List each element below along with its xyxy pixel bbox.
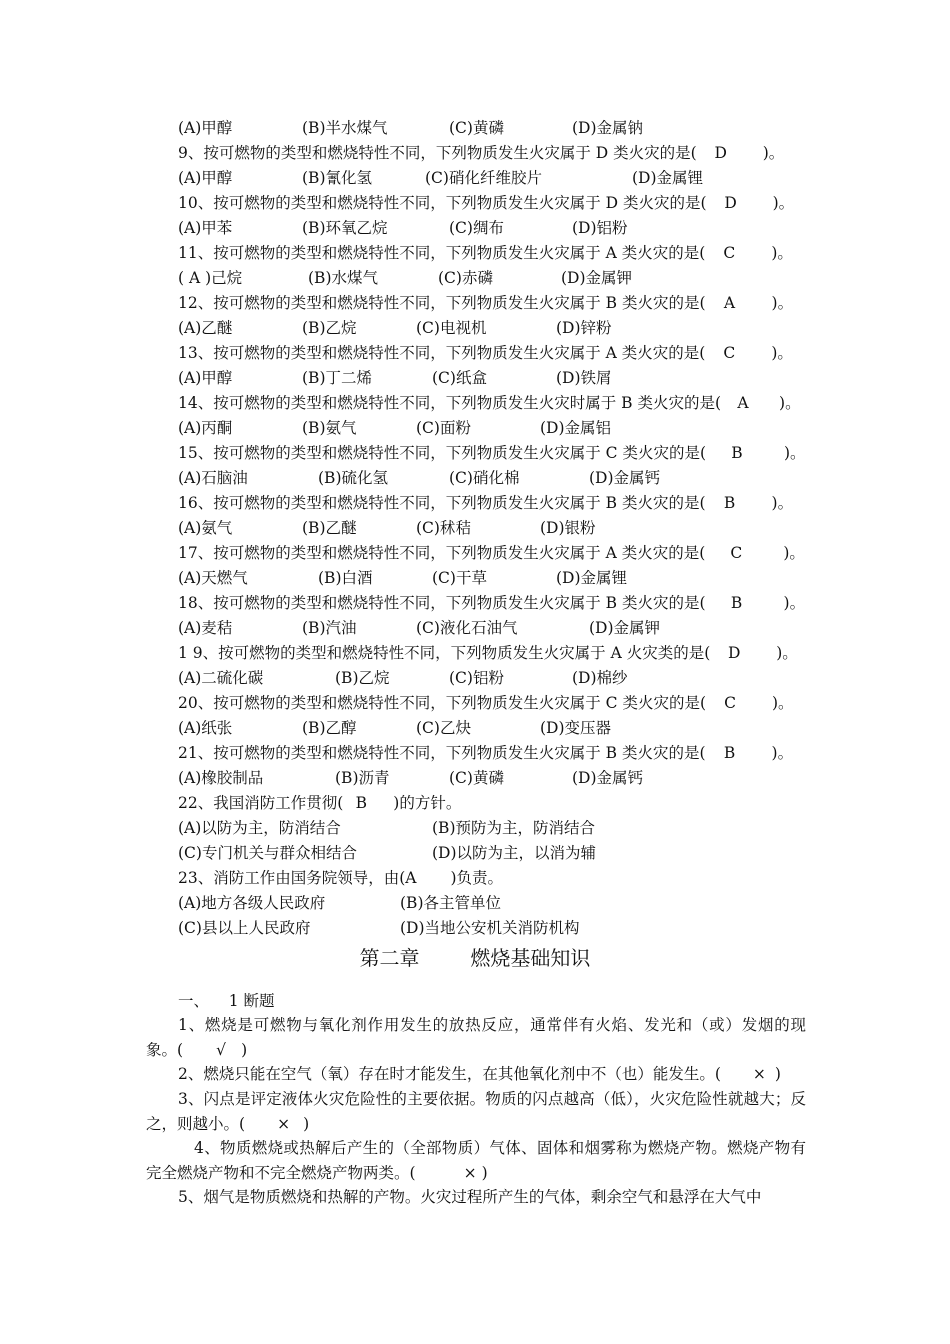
- option-d: (D)当地公安机关消防机构: [400, 919, 580, 937]
- option-a: (A)甲醇: [178, 119, 233, 137]
- question-stem: [178, 243, 793, 263]
- stem-tail: )。: [772, 694, 794, 712]
- option-d: (D)金属钾: [561, 269, 633, 287]
- option-b: (B)乙烷: [335, 669, 390, 687]
- question-stem: [178, 743, 793, 763]
- stem-text: 16、按可燃物的类型和燃烧特性不同，下列物质发生火灾属于 B 类火灾的是(: [178, 494, 706, 512]
- option-a: (A)天燃气: [178, 569, 248, 587]
- option-a: (A)橡胶制品: [178, 769, 264, 787]
- option-b: (B)乙烷: [302, 319, 357, 337]
- judgment-tail: ): [241, 1040, 248, 1059]
- judgment-item: [146, 1062, 816, 1087]
- option-b: (B)汽油: [302, 619, 357, 637]
- judgment-text: 2、燃烧只能在空气（氧）存在时才能发生，在其他氧化剂中不（也）能发生。(: [178, 1065, 721, 1083]
- option-d: (D)铝粉: [572, 219, 628, 237]
- answer: A: [723, 294, 736, 312]
- question-stem: [178, 343, 793, 363]
- stem-text: 23、消防工作由国务院领导，由(A: [178, 869, 417, 887]
- judgment-tail: ): [774, 1065, 781, 1083]
- section-heading: 一、 1 断题: [178, 992, 275, 1010]
- stem-tail: )。: [772, 194, 795, 212]
- option-a: (A)甲苯: [178, 219, 233, 237]
- judgment-mark: √: [216, 1040, 226, 1059]
- option-a: (A)氨气: [178, 519, 233, 537]
- question-stem: [178, 293, 793, 313]
- question-stem: [178, 868, 503, 888]
- question-stem: [178, 493, 793, 513]
- option-a: ( A )己烷: [178, 269, 243, 287]
- stem-text: 10、按可燃物的类型和燃烧特性不同，下列物质发生火灾属于 D 类火灾的是(: [178, 194, 707, 212]
- option-d: (D)金属钠: [572, 119, 644, 137]
- judgment-text: 3、闪点是评定液体火灾危险性的主要依据。物质的闪点越高（低），火灾危险性就越大；反之，则越小。(: [146, 1090, 806, 1133]
- stem-text: 15、按可燃物的类型和燃烧特性不同，下列物质发生火灾属于 C 类火灾的是(: [178, 444, 706, 462]
- stem-text: 9、按可燃物的类型和燃烧特性不同，下列物质发生火灾属于 D 类火灾的是(: [178, 144, 697, 162]
- option-c: (C)干草: [432, 569, 487, 587]
- stem-tail: )。: [779, 394, 801, 412]
- option-a: (A)地方各级人民政府: [178, 894, 326, 912]
- question-stem: [178, 693, 794, 713]
- option-d: (D)变压器: [540, 719, 612, 737]
- judgment-tail: ): [303, 1114, 310, 1133]
- question-stem: [178, 443, 806, 463]
- option-c: (C)硝化纤维胶片: [425, 169, 542, 187]
- stem-text: 13、按可燃物的类型和燃烧特性不同，下列物质发生火灾属于 A 类火灾的是(: [178, 344, 706, 362]
- judgment-tail: ): [481, 1163, 488, 1182]
- option-a: (A)丙酮: [178, 419, 233, 437]
- option-c: (C)纸盒: [432, 369, 487, 387]
- option-c: (C)面粉: [416, 419, 471, 437]
- option-a: (A)麦秸: [178, 619, 233, 637]
- option-c: (C)秫秸: [416, 519, 471, 537]
- stem-text: 12、按可燃物的类型和燃烧特性不同，下列物质发生火灾属于 B 类火灾的是(: [178, 294, 706, 312]
- option-c: (C)电视机: [416, 319, 487, 337]
- answer: B: [731, 444, 743, 462]
- option-d: (D)金属钾: [589, 619, 661, 637]
- answer: D: [724, 194, 737, 212]
- stem-tail: )。: [771, 244, 793, 262]
- answer: C: [730, 544, 743, 562]
- stem-text: 20、按可燃物的类型和燃烧特性不同，下列物质发生火灾属于 C 类火灾的是(: [178, 694, 706, 712]
- option-c: (C)绸布: [449, 219, 504, 237]
- option-d: (D)金属铝: [540, 419, 612, 437]
- option-b: (B)水煤气: [308, 269, 378, 287]
- option-d: (D)棉纱: [572, 669, 628, 687]
- stem-tail: )。: [783, 544, 805, 562]
- answer: C: [724, 694, 736, 712]
- question-stem: [178, 543, 805, 563]
- answer: B: [723, 744, 736, 762]
- option-a: (A)二硫化碳: [178, 669, 264, 687]
- option-d: (D)金属锂: [632, 169, 704, 187]
- answer: C: [723, 344, 736, 362]
- stem-tail: )的方针。: [393, 794, 462, 812]
- stem-text: 22、我国消防工作贯彻(: [178, 794, 344, 812]
- answer: A: [737, 394, 749, 412]
- option-b: (B)硫化氢: [318, 469, 388, 487]
- stem-tail: )负责。: [450, 869, 504, 887]
- stem-tail: )。: [762, 144, 785, 162]
- judgment-text: 1、燃烧是可燃物与氧化剂作用发生的放热反应，通常伴有火焰、发光和（或）发烟的现象。(: [146, 1016, 806, 1059]
- option-a: (A)以防为主，防消结合: [178, 819, 341, 837]
- judgment-item: [146, 1185, 806, 1210]
- answer: B: [730, 594, 743, 612]
- option-d: (D)银粉: [540, 519, 596, 537]
- option-a: (A)乙醚: [178, 319, 233, 337]
- option-d: (D)以防为主，以消为辅: [432, 844, 597, 862]
- question-stem: [178, 793, 461, 813]
- option-c: (C)铝粉: [449, 669, 504, 687]
- stem-tail: )。: [783, 594, 806, 612]
- judgment-mark: ×: [463, 1163, 477, 1182]
- option-d: (D)金属钙: [572, 769, 644, 787]
- option-b: (B)氨气: [302, 419, 357, 437]
- option-b: (B)丁二烯: [302, 369, 372, 387]
- answer: C: [723, 244, 736, 262]
- judgment-text: 4、物质燃烧或热解后产生的（全部物质）气体、固体和烟雾称为燃烧产物。燃烧产物有完全燃烧产物和不完全燃烧产物两类。(: [146, 1139, 806, 1182]
- option-c: (C)县以上人民政府: [178, 919, 311, 937]
- stem-text: 11、按可燃物的类型和燃烧特性不同，下列物质发生火灾属于 A 类火灾的是(: [178, 244, 706, 262]
- answer: B: [723, 494, 736, 512]
- judgment-text: 5、烟气是物质燃烧和热解的产物。火灾过程所产生的气体，剩余空气和悬浮在大气中: [178, 1188, 762, 1206]
- stem-tail: )。: [784, 444, 806, 462]
- stem-text: 17、按可燃物的类型和燃烧特性不同，下列物质发生火灾属于 A 类火灾的是(: [178, 544, 706, 562]
- question-stem: [178, 393, 801, 413]
- option-c: (C)乙炔: [416, 719, 471, 737]
- question-stem: [178, 593, 805, 613]
- option-c: (C)液化石油气: [416, 619, 518, 637]
- judgment-item: [146, 1013, 806, 1062]
- option-b: (B)白酒: [318, 569, 373, 587]
- option-a: (A)石脑油: [178, 469, 248, 487]
- option-a: (A)甲醇: [178, 169, 233, 187]
- stem-tail: )。: [776, 644, 798, 662]
- stem-text: 21、按可燃物的类型和燃烧特性不同，下列物质发生火灾属于 B 类火灾的是(: [178, 744, 706, 762]
- answer: D: [728, 644, 741, 662]
- stem-tail: )。: [771, 744, 794, 762]
- judgment-mark: ×: [277, 1114, 291, 1133]
- question-stem: [178, 143, 784, 163]
- option-b: (B)环氧乙烷: [302, 219, 388, 237]
- option-c: (C)专门机关与群众相结合: [178, 844, 357, 862]
- judgment-item: [146, 1087, 806, 1136]
- stem-tail: )。: [771, 494, 794, 512]
- option-b: (B)乙醚: [302, 519, 357, 537]
- chapter-title: 第二章 燃烧基础知识: [359, 946, 591, 970]
- stem-tail: )。: [771, 294, 794, 312]
- stem-text: 1 9、按可燃物的类型和燃烧特性不同，下列物质发生火灾属于 A 火灾类的是(: [178, 644, 711, 662]
- option-c: (C)赤磷: [438, 269, 493, 287]
- option-b: (B)沥青: [335, 769, 390, 787]
- question-stem: [178, 643, 798, 663]
- answer: B: [355, 794, 367, 812]
- stem-tail: )。: [771, 344, 793, 362]
- option-d: (D)锌粉: [556, 319, 612, 337]
- option-b: (B)氰化氢: [302, 169, 372, 187]
- option-d: (D)铁屑: [556, 369, 612, 387]
- judgment-mark: ×: [752, 1065, 766, 1083]
- judgment-item: [146, 1136, 806, 1185]
- question-stem: [178, 193, 794, 213]
- option-a: (A)纸张: [178, 719, 233, 737]
- option-a: (A)甲醇: [178, 369, 233, 387]
- option-c: (C)黄磷: [449, 769, 504, 787]
- stem-text: 14、按可燃物的类型和燃烧特性不同，下列物质发生火灾时属于 B 类火灾的是(: [178, 394, 722, 412]
- option-c: (C)黄磷: [449, 119, 504, 137]
- answer: D: [714, 144, 727, 162]
- option-d: (D)金属钙: [589, 469, 661, 487]
- stem-text: 18、按可燃物的类型和燃烧特性不同，下列物质发生火灾属于 B 类火灾的是(: [178, 594, 706, 612]
- option-b: (B)各主管单位: [400, 894, 501, 912]
- option-d: (D)金属锂: [556, 569, 628, 587]
- option-b: (B)乙醇: [302, 719, 357, 737]
- option-b: (B)半水煤气: [302, 119, 388, 137]
- option-b: (B)预防为主，防消结合: [432, 819, 595, 837]
- option-c: (C)硝化棉: [449, 469, 520, 487]
